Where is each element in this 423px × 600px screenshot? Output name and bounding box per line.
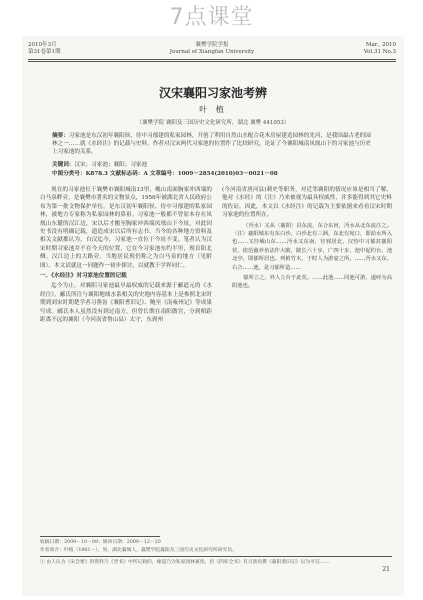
- quotation: （沔水）又从〈襄阳〉县东流，东合东河，沔水从北东流注之。〈注〉襄阳城东有东白沙，白沙北有三洲，东北有宛口，即涢水所入也……又径岘山东……沔水又东南，径邪居北，汉侍中习郁封襄阳侯，依范蠡养鱼法作大陂，陂长六十步，广四十步，池中起钓台，池北亭，即郁所居也。列植竹木，于时人为游宴之所。……沔水又东，右合……池，是习郁所造……: [232, 222, 392, 271]
- abstract-text: 习家池是东汉初年襄阳侯、侍中习郁建的私家园林，开创了利用自然山水配合花木房屋建造园林的先河，是我国最古老的园林之一……就《水经注》的记载与史料，作者对汉宋两代习家池的位置作了比较研究，论证了今襄阳城南凤凰山下的习家池与历史上习家池的关系。: [52, 133, 371, 155]
- journal-name-en: Journal of Xiangfan University: [169, 49, 255, 55]
- header-rule-thin: [28, 61, 396, 62]
- paragraph: 迄今为止，对襄阳习家池最早最权威的记载来源于郦道元的《水经注》。郦氏所注与襄阳地域水系相关的史地内容基本上是参照北宋时期到刘宋时期楚学者习凿齿《襄阳耆旧记》、鲍至《南雍州记》等成果写成。郦氏本人虽然没有到过南方，但曾长期在南阳做官，分到相距距离不远的襄阳（今河南省鲁山县）太守，东到州: [40, 283, 212, 324]
- abstract-label: 摘要：: [52, 133, 69, 139]
- keywords: [52, 161, 374, 169]
- footnote-divider: [40, 556, 392, 557]
- header-volume: 第31卷第1期: [28, 49, 61, 55]
- left-column: [40, 186, 212, 327]
- document-page: [22, 36, 404, 596]
- quotation: 郁所立之，外人立台于此矣。……此池……同池可游，遂呼为高阳池也。: [232, 275, 392, 290]
- keywords-text: 汉宋；习家池；襄阳；习家池: [74, 162, 148, 168]
- section-heading: 一、《水经注》对习家池位置的记载: [40, 273, 127, 280]
- footnote-rule: [40, 536, 160, 537]
- header-date-en: Mar., 2010: [365, 42, 396, 48]
- footnote-received: 收稿日期：2009－10－09；修回日期：2009－12－20: [40, 540, 161, 545]
- keywords-label: 关键词：: [52, 162, 75, 168]
- author-name: 叶 植: [199, 105, 227, 114]
- banner-text: 7点课堂: [169, 5, 254, 30]
- page-number: 21: [382, 566, 390, 573]
- journal-name: 襄樊学院学报: [195, 42, 229, 48]
- abstract: [52, 132, 374, 156]
- header-volume-en: Vol.31 No.3: [363, 49, 396, 55]
- header-date: 2010年3月: [28, 42, 57, 48]
- header-center: [152, 42, 272, 56]
- footnote-author-bio: 作者简介：叶植（1961－），男，湖北襄城人，襄樊学院襄阳及三国历史文化研究所研究员。: [40, 548, 237, 553]
- author-affiliation: （襄樊学院 襄阳及三国历史文化研究所，湖北 襄樊 441053）: [136, 120, 290, 126]
- header-right: [364, 42, 396, 56]
- paragraph: (今河南省唐河县)刺史等职务，对近邻襄阳的情况应该是相当了解，他对《水经》的《注》乃来被视为最具权威性，并多能得到其它史料的佐证。因此，本文以《水经注》的记载为主要依据来看看汉宋时期习家池的位置所在。: [222, 187, 392, 219]
- article-title: 汉宋襄阳习家池考辨: [158, 86, 267, 100]
- banner: [0, 0, 423, 36]
- header-rule: [28, 59, 396, 60]
- right-column: [222, 186, 392, 293]
- classification-line: 中图分类号：K878.3 文献标志码：A 文章编号：1009－2854(2010)03－0021－08: [52, 171, 278, 177]
- paragraph: 现在的习家池位于襄樊市襄阳城南13里、岘山南面胸家冲西端的白马泉畔旁，是襄樊市著名的文物景点，1956年被湖北省人民政府公布为第一批文物保护单位。是东汉初年襄阳侯、侍中习郁建的私家园林，被地方专家称为私家园林的鼻祖。习家池一般都不曾原本存在凤凰山东麓的汉江边，宋以后才搬至胸家冲西端凤凰山下今址，对此因史书没有明确记载，遗造成宋以后所有志书、当今的各种地方资料及相关文献都认为，自汉迄今，习家池一直位于今址不变。笔者认为汉宋时期习家池并不在今天的位置，它在今习家池东约半里，现首阳北侧、汉江边上的大路旁，当地居民现仍称之为白马泉的地方（见附图）。本文试就这一问题作一初步探讨，以就教于学界同仁。: [40, 187, 212, 269]
- footnote-note: ① 由人认为《宋会要》的资料乃《晋书》中所记载的，缘道乃为私家园林兼指，但《四库全书》有习凿齿撰《襄阳耆旧记》以为可信……: [40, 560, 330, 565]
- header-left: [28, 42, 61, 56]
